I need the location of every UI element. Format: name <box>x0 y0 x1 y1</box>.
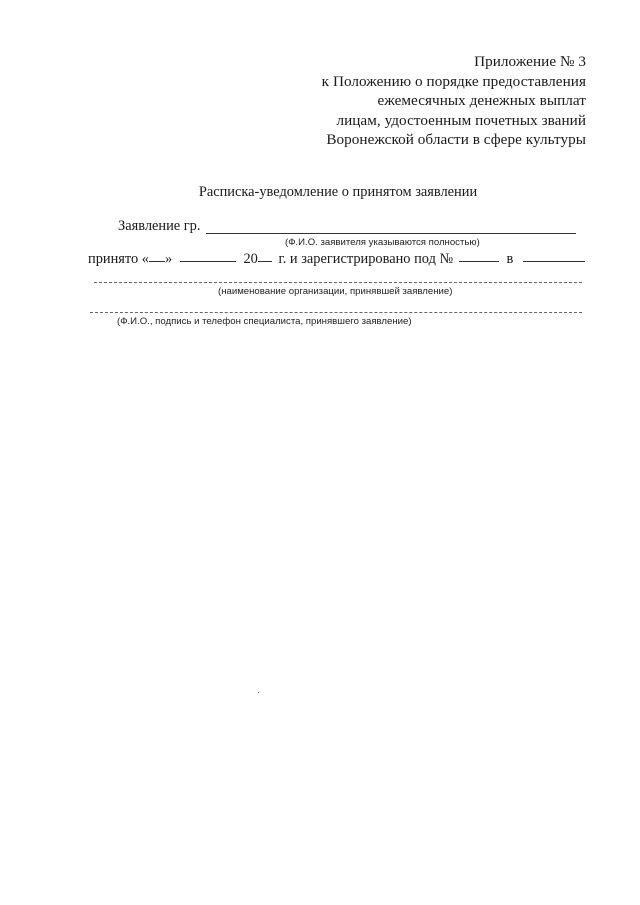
appendix-regulation-line: Воронежской области в сфере культуры <box>326 131 586 148</box>
year-prefix: 20 <box>243 251 258 267</box>
specialist-caption: (Ф.И.О., подпись и телефон специалиста, принявшего заявление) <box>117 316 412 327</box>
appendix-header <box>322 52 586 150</box>
applicant-line <box>118 218 200 235</box>
in-text: в <box>506 251 514 267</box>
registration-number-field[interactable] <box>459 260 499 262</box>
day-field[interactable] <box>149 260 165 262</box>
scan-speck <box>258 692 259 693</box>
accepted-line <box>88 251 585 268</box>
registered-text: г. и зарегистрировано под № <box>278 251 454 267</box>
document-title: Расписка-уведомление о принятом заявлении <box>198 184 478 200</box>
accepted-quote-close: » <box>165 251 173 267</box>
specialist-field[interactable] <box>90 312 582 313</box>
applicant-name-field[interactable] <box>206 233 576 234</box>
organization-caption: (наименование организации, принявшей заявление) <box>218 286 453 297</box>
month-field[interactable] <box>180 260 236 262</box>
appendix-regulation-line: к Положению о порядке предоставления <box>321 72 586 90</box>
organization-short-field[interactable] <box>523 260 585 262</box>
appendix-regulation-line: лицам, удостоенным почетных званий <box>336 111 586 129</box>
applicant-caption: (Ф.И.О. заявителя указываются полностью) <box>285 237 480 248</box>
appendix-number: Приложение № 3 <box>474 53 586 70</box>
year-field[interactable] <box>258 260 272 262</box>
organization-field[interactable] <box>94 282 582 283</box>
applicant-label: Заявление гр. <box>118 218 201 234</box>
appendix-regulation-line: ежемесячных денежных выплат <box>377 92 586 109</box>
accepted-prefix: принято « <box>88 251 150 267</box>
